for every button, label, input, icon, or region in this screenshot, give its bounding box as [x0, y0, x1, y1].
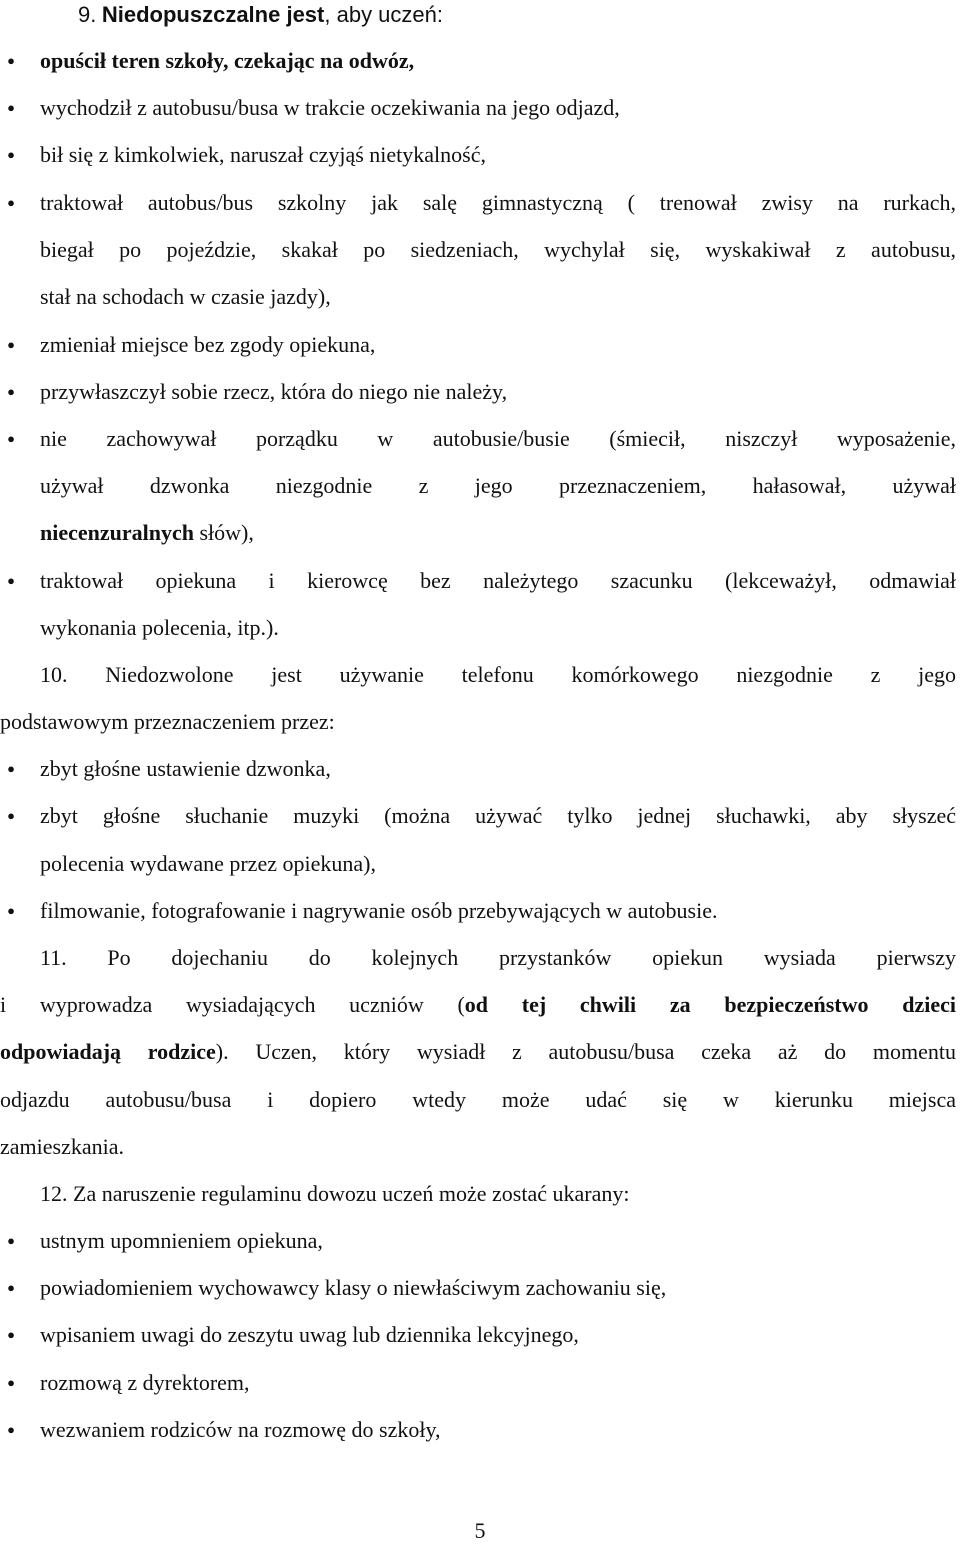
s9-item-3: bił się z kimkolwiek, naruszał czyjąś nietykalność, — [40, 142, 486, 167]
s9-item-1: opuścił teren szkoły, czekając na odwóz, — [40, 48, 415, 73]
section-11-line-1: 11. Po dojechaniu do kolejnych przystanków opiekun wysiada pierwszy — [40, 945, 956, 970]
s9-item-8-line-2: wykonania polecenia, itp.). — [40, 615, 279, 640]
s9-item-7-line-2: używał dzwonka niezgodnie z jego przeznaczeniem, hałasował, używał — [40, 473, 956, 498]
s9-item-2: wychodził z autobusu/busa w trakcie oczekiwania na jego odjazd, — [40, 95, 620, 120]
bullet-icon: ● — [7, 1375, 15, 1390]
section-11-line-4: odjazdu autobusu/busa i dopiero wtedy może udać się w kierunku miejsca — [0, 1087, 956, 1112]
s10-item-2-line-1: zbyt głośne słuchanie muzyki (można używać tylko jednej słuchawki, aby słyszeć — [40, 803, 956, 828]
bullet-icon: ● — [7, 808, 15, 823]
bullet-icon: ● — [7, 147, 15, 162]
bullet-icon: ● — [7, 384, 15, 399]
s12-item-2: powiadomieniem wychowawcy klasy o niewłaściwym zachowaniu się, — [40, 1275, 667, 1300]
s9-item-7-line-3 — [40, 518, 956, 548]
s12-item-5: wezwaniem rodziców na rozmowę do szkoły, — [40, 1417, 441, 1442]
section-9-bold-lead: Niedopuszczalne jest — [101, 2, 325, 27]
section-9-number: 9. — [78, 2, 97, 27]
section-9-rest: , aby uczeń: — [324, 2, 444, 27]
s9-item-4-line-3: stał na schodach w czasie jazdy), — [40, 284, 331, 309]
s10-item-3: filmowanie, fotografowanie i nagrywanie osób przebywających w autobusie. — [40, 898, 718, 923]
section-10-line-1: 10. Niedozwolone jest używanie telefonu komórkowego niezgodnie z jego — [40, 662, 956, 687]
bullet-icon: ● — [7, 195, 15, 210]
bullet-icon: ● — [7, 1327, 15, 1342]
section-11-bold-phrase-2: odpowiadają rodzice — [0, 1039, 216, 1064]
section-11-line-2-text: i wyprowadza wysiadających uczniów ( — [0, 992, 465, 1017]
page-number: 5 — [474, 1518, 486, 1543]
bullet-icon: ● — [7, 761, 15, 776]
s12-item-3: wpisaniem uwagi do zeszytu uwag lub dziennika lekcyjnego, — [40, 1322, 579, 1347]
s9-item-6: przywłaszczył sobie rzecz, która do niego nie należy, — [40, 379, 508, 404]
section-11-line-2 — [0, 990, 956, 1020]
bullet-icon: ● — [7, 903, 15, 918]
s12-item-1: ustnym upomnieniem opiekuna, — [40, 1228, 323, 1253]
bullet-icon: ● — [7, 1280, 15, 1295]
bullet-icon: ● — [7, 100, 15, 115]
section-10-line-2: podstawowym przeznaczeniem przez: — [0, 709, 335, 734]
bullet-icon: ● — [7, 1422, 15, 1437]
s10-item-2-line-2: polecenia wydawane przez opiekuna), — [40, 851, 376, 876]
bullet-icon: ● — [7, 1233, 15, 1248]
s12-item-4: rozmową z dyrektorem, — [40, 1370, 250, 1395]
section-11-line-3 — [0, 1037, 956, 1067]
section-12-heading: 12. Za naruszenie regulaminu dowozu uczeń może zostać ukarany: — [40, 1181, 630, 1206]
s9-item-7-bold-word: niecenzuralnych — [40, 520, 194, 545]
section-11-line-3-text: ). Uczen, który wysiadł z autobusu/busa czeka aż do momentu — [215, 1039, 956, 1064]
s10-item-1: zbyt głośne ustawienie dzwonka, — [40, 756, 331, 781]
s9-item-4-line-2: biegał po pojeździe, skakał po siedzeniach, wychylał się, wyskakiwał z autobusu, — [40, 237, 956, 262]
bullet-icon: ● — [7, 53, 15, 68]
section-9-heading — [78, 0, 958, 30]
section-11-line-5: zamieszkania. — [0, 1134, 124, 1159]
s9-item-5: zmieniał miejsce bez zgody opiekuna, — [40, 332, 376, 357]
section-11-bold-phrase: od tej chwili za bezpieczeństwo dzieci — [464, 992, 956, 1017]
bullet-icon: ● — [7, 573, 15, 588]
bullet-icon: ● — [7, 431, 15, 446]
bullet-icon: ● — [7, 337, 15, 352]
s9-item-4-line-1: traktował autobus/bus szkolny jak salę gimnastyczną ( trenował zwisy na rurkach, — [40, 190, 956, 215]
s9-item-7-line-1: nie zachowywał porządku w autobusie/busie (śmiecił, niszczył wyposażenie, — [40, 426, 956, 451]
s9-item-7-rest: słów), — [194, 520, 254, 545]
s9-item-8-line-1: traktował opiekuna i kierowcę bez należytego szacunku (lekceważył, odmawiał — [40, 568, 956, 593]
